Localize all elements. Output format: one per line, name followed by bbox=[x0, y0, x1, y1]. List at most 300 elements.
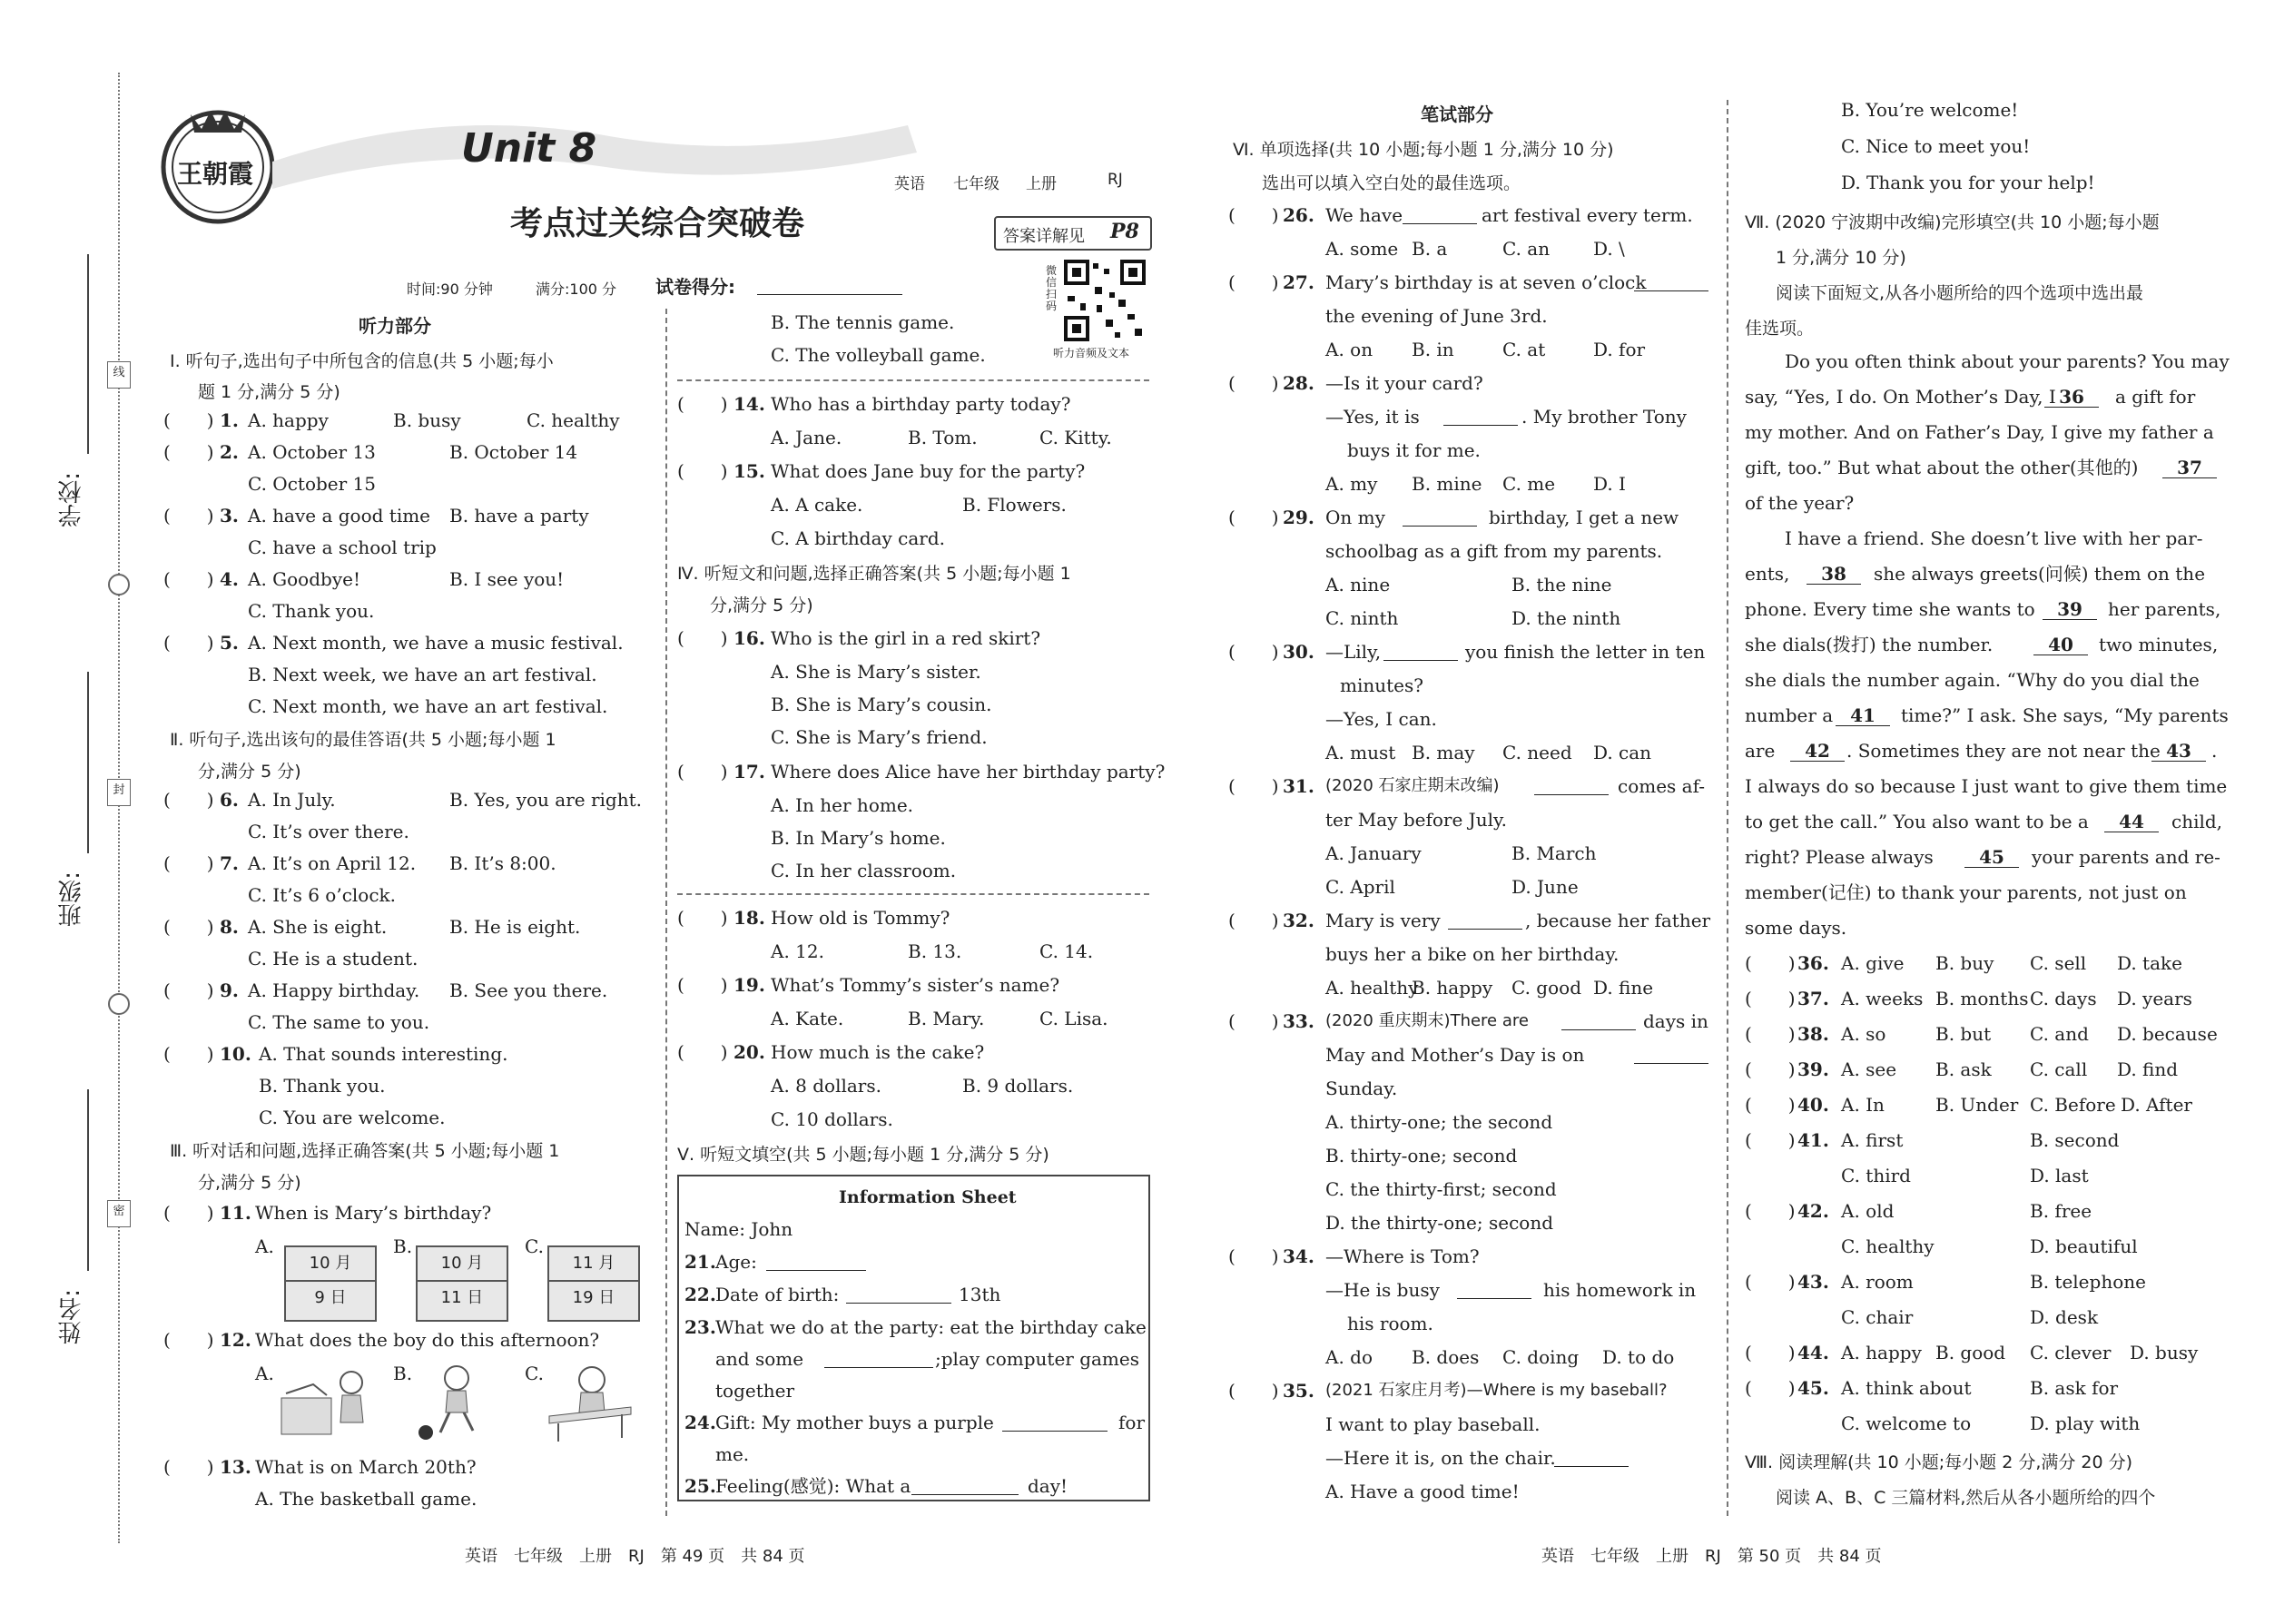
option-b[interactable]: B. happy bbox=[1412, 977, 1493, 999]
option-a[interactable]: A. In July. bbox=[248, 789, 336, 811]
option-b[interactable]: B. 9 dollars. bbox=[962, 1075, 1074, 1097]
passage-line: a gift for bbox=[2115, 386, 2196, 408]
answer-paren[interactable]: ( ) bbox=[1228, 1380, 1279, 1402]
option-b[interactable]: B. I see you! bbox=[449, 568, 565, 590]
question-text: On my bbox=[1325, 507, 1385, 528]
option-a[interactable]: A. Have a good time! bbox=[1325, 1481, 1520, 1502]
info-label: What we do at the party: eat the birthday cake bbox=[715, 1316, 1147, 1338]
option-b[interactable]: B. second bbox=[2030, 1129, 2120, 1151]
option-a[interactable]: A. Happy birthday. bbox=[248, 979, 420, 1001]
answer-blank[interactable] bbox=[1634, 290, 1708, 291]
answer-paren[interactable]: ( ) bbox=[677, 1041, 728, 1063]
question-number: 3. bbox=[220, 505, 239, 527]
option-c[interactable]: C. It’s over there. bbox=[248, 821, 409, 842]
option-a[interactable]: A. thirty-one; the second bbox=[1325, 1111, 1553, 1133]
option-c[interactable]: C. Kitty. bbox=[1039, 427, 1112, 448]
option-d[interactable]: D. for bbox=[1593, 339, 1646, 360]
answer-paren[interactable]: ( ) bbox=[1228, 1010, 1279, 1032]
option-c[interactable]: C. Thank you. bbox=[248, 600, 375, 622]
answer-blank[interactable] bbox=[1403, 223, 1477, 224]
option-c[interactable]: C. Next month, we have an art festival. bbox=[248, 695, 608, 717]
option-a[interactable]: A. 12. bbox=[771, 940, 824, 962]
passage-line: some days. bbox=[1745, 917, 1847, 939]
answer-ref-box bbox=[994, 216, 1152, 251]
option-a[interactable]: A. see bbox=[1841, 1058, 1897, 1080]
question-number: 10. bbox=[220, 1043, 251, 1065]
question-text: What does Jane buy for the party? bbox=[771, 460, 1086, 482]
option-c[interactable]: C. In her classroom. bbox=[771, 860, 957, 881]
question-text: May and Mother’s Day is on bbox=[1325, 1044, 1585, 1066]
answer-blank[interactable] bbox=[1403, 526, 1477, 527]
answer-blank[interactable] bbox=[1383, 660, 1458, 661]
option-d[interactable]: D. the ninth bbox=[1511, 607, 1621, 629]
option-a[interactable]: A. Kate. bbox=[771, 1008, 844, 1029]
blank-36[interactable]: 36 bbox=[2044, 387, 2099, 408]
option-b[interactable]: B. ask for bbox=[2030, 1377, 2119, 1399]
header-ribbon bbox=[272, 98, 926, 198]
question-number: 5. bbox=[220, 632, 239, 654]
footer-right: 英语 七年级 上册 RJ 第 50 页 共 84 页 bbox=[1541, 1547, 1882, 1566]
option-c[interactable]: C. an bbox=[1502, 238, 1551, 260]
option-d[interactable]: D. take bbox=[2117, 952, 2182, 974]
option-d[interactable]: D. find bbox=[2117, 1058, 2179, 1080]
question-number: 30. bbox=[1283, 641, 1314, 663]
option-c[interactable]: C. Lisa. bbox=[1039, 1008, 1108, 1029]
score-field[interactable] bbox=[757, 294, 902, 295]
option-a[interactable]: A. bbox=[255, 1363, 274, 1384]
option-a[interactable]: A. A cake. bbox=[771, 494, 863, 516]
option-d[interactable]: D. \ bbox=[1593, 238, 1625, 260]
answer-paren[interactable]: ( ) bbox=[163, 568, 214, 590]
option-b[interactable]: B. free bbox=[2030, 1200, 2092, 1222]
info-label: day! bbox=[1028, 1475, 1068, 1497]
option-b[interactable]: B. In Mary’s home. bbox=[771, 827, 946, 849]
passage-line: she dials(拨打) the number. bbox=[1745, 634, 1994, 655]
option-a[interactable]: A. October 13 bbox=[248, 441, 376, 463]
passage-line: time?” I ask. She says, “My parents bbox=[1901, 704, 2229, 726]
question-number: 8. bbox=[220, 916, 239, 938]
question-number: 1. bbox=[220, 409, 239, 431]
option-b[interactable]: B. a bbox=[1412, 238, 1448, 260]
option-b[interactable]: B. good bbox=[1935, 1342, 2006, 1363]
score-info: 满分:100 分 bbox=[536, 281, 617, 298]
question-number: 22. bbox=[684, 1284, 716, 1305]
answer-blank[interactable] bbox=[1534, 794, 1609, 795]
option-b[interactable]: B. Flowers. bbox=[962, 494, 1067, 516]
option-a[interactable]: A. happy bbox=[1841, 1342, 1922, 1363]
option-a[interactable]: A. first bbox=[1841, 1129, 1904, 1151]
option-a[interactable]: A. happy bbox=[248, 409, 329, 431]
option-d[interactable]: D. the thirty-one; second bbox=[1325, 1212, 1553, 1234]
answer-paren[interactable]: ( ) bbox=[677, 460, 728, 482]
option-c[interactable]: C. It’s 6 o’clock. bbox=[248, 884, 397, 906]
answer-blank[interactable] bbox=[766, 1270, 866, 1271]
answer-paren[interactable]: ( ) bbox=[163, 1329, 214, 1351]
passage-period: . bbox=[2211, 740, 2218, 762]
answer-paren[interactable]: ( ) bbox=[1228, 910, 1279, 931]
answer-paren[interactable]: ( ) bbox=[677, 974, 728, 996]
footer-left: 英语 七年级 上册 RJ 第 49 页 共 84 页 bbox=[465, 1547, 805, 1566]
binding-hole-icon bbox=[108, 574, 130, 595]
option-a[interactable]: A. The basketball game. bbox=[255, 1488, 478, 1510]
answer-paren[interactable]: ( ) bbox=[1745, 1129, 1796, 1151]
option-b[interactable]: B. See you there. bbox=[449, 979, 608, 1001]
section-divider bbox=[677, 893, 1149, 895]
answer-paren[interactable]: ( ) bbox=[1745, 1094, 1796, 1116]
option-b[interactable]: B. You’re welcome! bbox=[1841, 99, 2019, 121]
blank-37[interactable]: 37 bbox=[2162, 458, 2217, 478]
option-c[interactable]: C. call bbox=[2030, 1058, 2088, 1080]
section-2-title: Ⅱ. 听句子,选出该句的最佳答语(共 5 小题;每小题 1 bbox=[170, 730, 556, 750]
question-text: We have bbox=[1325, 204, 1403, 226]
calendar-icon bbox=[416, 1245, 508, 1322]
section-3-title-cont: 分,满分 5 分) bbox=[198, 1173, 301, 1193]
option-c[interactable]: C. and bbox=[2030, 1023, 2089, 1045]
passage-line: number a bbox=[1745, 704, 1834, 726]
option-c[interactable]: C. 14. bbox=[1039, 940, 1094, 962]
option-c[interactable]: C. me bbox=[1502, 473, 1556, 495]
question-number: 29. bbox=[1283, 507, 1314, 528]
option-a[interactable]: A. In bbox=[1841, 1094, 1885, 1116]
answer-paren[interactable]: ( ) bbox=[163, 505, 214, 527]
option-b[interactable]: B. but bbox=[1935, 1023, 1992, 1045]
option-c[interactable]: C. You are welcome. bbox=[259, 1107, 446, 1128]
option-c[interactable]: C. healthy bbox=[1841, 1235, 1935, 1257]
question-number: 25. bbox=[684, 1475, 716, 1497]
option-d[interactable]: D. to do bbox=[1602, 1346, 1675, 1368]
answer-paren[interactable]: ( ) bbox=[163, 1456, 214, 1478]
option-a[interactable]: A. on bbox=[1325, 339, 1373, 360]
option-a[interactable]: A. nine bbox=[1325, 574, 1391, 595]
option-a[interactable]: A. some bbox=[1325, 238, 1399, 260]
option-b[interactable]: B. bbox=[393, 1363, 413, 1384]
question-number: 28. bbox=[1283, 372, 1314, 394]
option-c[interactable]: C. He is a student. bbox=[248, 948, 418, 969]
question-number: 16. bbox=[733, 627, 765, 649]
option-a[interactable]: A. Goodbye! bbox=[248, 568, 360, 590]
option-b[interactable]: B. does bbox=[1412, 1346, 1480, 1368]
question-text: Who is the girl in a red skirt? bbox=[771, 627, 1041, 649]
blank-38[interactable]: 38 bbox=[1807, 564, 1861, 585]
option-d[interactable]: D. busy bbox=[2130, 1342, 2199, 1363]
answer-blank[interactable] bbox=[911, 1494, 1019, 1495]
question-text: you finish the letter in ten bbox=[1465, 641, 1706, 663]
question-text: Sunday. bbox=[1325, 1078, 1398, 1099]
binding-dotted-line bbox=[118, 73, 120, 1543]
question-text: —He is busy bbox=[1325, 1279, 1440, 1301]
boy-playing-football-icon bbox=[413, 1362, 495, 1443]
passage-line: her parents, bbox=[2108, 598, 2221, 620]
option-c[interactable]: C. good bbox=[1511, 977, 1581, 999]
question-text: What’s Tommy’s sister’s name? bbox=[771, 974, 1060, 996]
option-a[interactable]: A. Next month, we have a music festival. bbox=[248, 632, 624, 654]
answer-paren[interactable]: ( ) bbox=[1745, 1058, 1796, 1080]
blank-40[interactable]: 40 bbox=[2033, 635, 2088, 655]
info-label: Gift: My mother buys a purple bbox=[715, 1412, 994, 1433]
answer-paren[interactable]: ( ) bbox=[1745, 1200, 1796, 1222]
answer-blank[interactable] bbox=[1561, 1029, 1636, 1030]
option-d[interactable]: D. because bbox=[2117, 1023, 2218, 1045]
school-field-line[interactable] bbox=[87, 254, 89, 454]
option-a[interactable]: A. bbox=[255, 1235, 274, 1257]
option-d[interactable]: D. years bbox=[2117, 988, 2192, 1009]
option-c[interactable]: C. The volleyball game. bbox=[771, 344, 986, 366]
blank-41[interactable]: 41 bbox=[1836, 705, 1890, 726]
question-text: How old is Tommy? bbox=[771, 907, 950, 929]
answer-blank[interactable] bbox=[1554, 1466, 1629, 1467]
blank-39[interactable]: 39 bbox=[2043, 599, 2097, 620]
answer-paren[interactable]: ( ) bbox=[1745, 1342, 1796, 1363]
blank-44[interactable]: 44 bbox=[2104, 812, 2159, 832]
option-b[interactable]: B. the nine bbox=[1511, 574, 1612, 595]
option-d[interactable]: D. desk bbox=[2030, 1306, 2099, 1328]
option-b[interactable]: B. Next week, we have an art festival. bbox=[248, 664, 597, 685]
section-7-title: Ⅶ. (2020 宁波期中改编)完形填空(共 10 小题;每小题 bbox=[1745, 212, 2160, 232]
option-c[interactable]: C. sell bbox=[2030, 952, 2087, 974]
option-c[interactable]: C. chair bbox=[1841, 1306, 1914, 1328]
answer-paren[interactable]: ( ) bbox=[163, 852, 214, 874]
answer-paren[interactable]: ( ) bbox=[1228, 775, 1279, 797]
passage-line: of the year? bbox=[1745, 492, 1855, 514]
answer-blank[interactable] bbox=[1448, 929, 1522, 930]
seal-mark-xian: 线 bbox=[107, 361, 131, 389]
answer-paren[interactable]: ( ) bbox=[163, 789, 214, 811]
option-b[interactable]: B. Tom. bbox=[908, 427, 978, 448]
option-a[interactable]: A. In her home. bbox=[771, 794, 914, 816]
option-c[interactable]: C. bbox=[525, 1235, 544, 1257]
option-c[interactable]: C. clever bbox=[2030, 1342, 2112, 1363]
section-1-title: Ⅰ. 听句子,选出句子中所包含的信息(共 5 小题;每小 bbox=[170, 351, 554, 371]
option-c[interactable]: C. third bbox=[1841, 1165, 1911, 1186]
answer-paren[interactable]: ( ) bbox=[163, 916, 214, 938]
section-3-title: Ⅲ. 听对话和问题,选择正确答案(共 5 小题;每小题 1 bbox=[170, 1141, 560, 1161]
tag-subject: 英语 bbox=[894, 175, 925, 193]
option-a[interactable]: A. must bbox=[1325, 742, 1396, 763]
option-b[interactable]: B. The tennis game. bbox=[771, 311, 955, 333]
option-c[interactable]: C. The same to you. bbox=[248, 1011, 430, 1033]
qr-caption: 听力音频及文本 bbox=[1053, 347, 1130, 359]
answer-paren[interactable]: ( ) bbox=[1228, 372, 1279, 394]
blank-43[interactable]: 43 bbox=[2151, 741, 2206, 762]
answer-blank[interactable] bbox=[1457, 1298, 1531, 1299]
answer-blank[interactable] bbox=[1634, 1063, 1708, 1064]
answer-page: P8 bbox=[1110, 220, 1139, 243]
option-d[interactable]: D. fine bbox=[1593, 977, 1654, 999]
option-a[interactable]: A. Jane. bbox=[771, 427, 842, 448]
option-b[interactable]: B. Under bbox=[1935, 1094, 2019, 1116]
question-text: —Yes, it is bbox=[1325, 406, 1420, 428]
option-c[interactable]: C. the thirty-first; second bbox=[1325, 1178, 1557, 1200]
answer-paren[interactable]: ( ) bbox=[1745, 1023, 1796, 1045]
answer-paren[interactable]: ( ) bbox=[1745, 1271, 1796, 1293]
option-a[interactable]: A. have a good time bbox=[248, 505, 431, 527]
option-b[interactable]: B. may bbox=[1412, 742, 1475, 763]
answer-paren[interactable]: ( ) bbox=[1228, 271, 1279, 293]
option-b[interactable]: B. months bbox=[1935, 988, 2029, 1009]
option-b[interactable]: B. bbox=[393, 1235, 413, 1257]
option-d[interactable]: D. Thank you for your help! bbox=[1841, 172, 2095, 193]
option-c[interactable]: C. Before bbox=[2030, 1094, 2116, 1116]
option-c[interactable]: C. October 15 bbox=[248, 473, 376, 495]
option-c[interactable]: C. April bbox=[1325, 876, 1395, 898]
calendar-day: 11 日 bbox=[440, 1288, 484, 1307]
option-c[interactable]: C. at bbox=[1502, 339, 1546, 360]
option-c[interactable]: C. have a school trip bbox=[248, 536, 437, 558]
option-d[interactable]: D. beautiful bbox=[2030, 1235, 2138, 1257]
passage-line: right? Please always bbox=[1745, 846, 1934, 868]
question-text: —Here it is, on the chair. bbox=[1325, 1447, 1556, 1469]
option-b[interactable]: B. It’s 8:00. bbox=[449, 852, 556, 874]
question-number: 31. bbox=[1283, 775, 1314, 797]
answer-paren[interactable]: ( ) bbox=[163, 409, 214, 431]
answer-paren[interactable]: ( ) bbox=[163, 632, 214, 654]
time-info: 时间:90 分钟 bbox=[407, 281, 493, 298]
passage-line: are bbox=[1745, 740, 1776, 762]
question-text: Mary’s birthday is at seven o’clock bbox=[1325, 271, 1647, 293]
section-divider bbox=[677, 379, 1149, 381]
option-a[interactable]: A. healthy bbox=[1325, 977, 1419, 999]
column-divider bbox=[1727, 100, 1728, 1516]
option-b[interactable]: B. She is Mary’s cousin. bbox=[771, 694, 992, 715]
answer-blank[interactable] bbox=[1002, 1431, 1108, 1432]
option-b[interactable]: B. in bbox=[1412, 339, 1454, 360]
question-text: What does the boy do this afternoon? bbox=[255, 1329, 600, 1351]
option-c[interactable]: C. days bbox=[2030, 988, 2097, 1009]
option-c[interactable]: C. Nice to meet you! bbox=[1841, 135, 2031, 157]
answer-blank[interactable] bbox=[824, 1367, 933, 1368]
option-d[interactable]: D. I bbox=[1593, 473, 1626, 495]
information-sheet bbox=[677, 1175, 1150, 1501]
passage-line: she always greets(问候) them on the bbox=[1874, 563, 2206, 585]
question-text: What is on March 20th? bbox=[255, 1456, 477, 1478]
listening-heading: 听力部分 bbox=[359, 315, 431, 337]
option-c[interactable]: C. doing bbox=[1502, 1346, 1580, 1368]
question-number: 21. bbox=[684, 1251, 716, 1273]
option-a[interactable]: A. old bbox=[1841, 1200, 1895, 1222]
answer-blank[interactable] bbox=[846, 1303, 951, 1304]
option-c[interactable]: C. 10 dollars. bbox=[771, 1108, 893, 1130]
option-a[interactable]: A. January bbox=[1325, 842, 1422, 864]
option-a[interactable]: A. It’s on April 12. bbox=[248, 852, 417, 874]
option-c[interactable]: C. healthy bbox=[527, 409, 620, 431]
question-text: minutes? bbox=[1340, 674, 1423, 696]
answer-paren[interactable]: ( ) bbox=[163, 1202, 214, 1224]
option-c[interactable]: C. bbox=[525, 1363, 544, 1384]
option-a[interactable]: A. give bbox=[1841, 952, 1905, 974]
answer-paren[interactable]: ( ) bbox=[1745, 1377, 1796, 1399]
option-a[interactable]: A. do bbox=[1325, 1346, 1373, 1368]
answer-paren[interactable]: ( ) bbox=[1228, 641, 1279, 663]
info-label: together bbox=[715, 1380, 795, 1402]
option-d[interactable]: D. June bbox=[1511, 876, 1579, 898]
option-b[interactable]: B. buy bbox=[1935, 952, 1994, 974]
option-b[interactable]: B. Yes, you are right. bbox=[449, 789, 642, 811]
option-b[interactable]: B. thirty-one; second bbox=[1325, 1145, 1518, 1166]
class-field-line[interactable] bbox=[87, 672, 89, 853]
name-field-line[interactable] bbox=[87, 1089, 89, 1271]
option-d[interactable]: D. play with bbox=[2030, 1412, 2141, 1434]
option-a[interactable]: A. 8 dollars. bbox=[771, 1075, 881, 1097]
question-text: his homework in bbox=[1543, 1279, 1697, 1301]
answer-paren[interactable]: ( ) bbox=[1228, 507, 1279, 528]
question-text: —Lily, bbox=[1325, 641, 1382, 663]
section-7-instruction-cont: 佳选项。 bbox=[1745, 319, 1815, 339]
answer-paren[interactable]: ( ) bbox=[1745, 952, 1796, 974]
blank-45[interactable]: 45 bbox=[1964, 847, 2019, 868]
question-text: days in bbox=[1643, 1010, 1708, 1032]
writing-heading: 笔试部分 bbox=[1421, 103, 1493, 125]
question-text: his room. bbox=[1347, 1313, 1433, 1334]
answer-blank[interactable] bbox=[1443, 425, 1518, 426]
answer-paren[interactable]: ( ) bbox=[677, 627, 728, 649]
question-number: 38. bbox=[1797, 1023, 1829, 1045]
answer-paren[interactable]: ( ) bbox=[1228, 1245, 1279, 1267]
option-d[interactable]: D. can bbox=[1593, 742, 1652, 763]
option-a[interactable]: A. think about bbox=[1841, 1377, 1972, 1399]
option-b[interactable]: B. busy bbox=[393, 409, 461, 431]
option-a[interactable]: A. That sounds interesting. bbox=[259, 1043, 508, 1065]
option-b[interactable]: B. March bbox=[1511, 842, 1597, 864]
option-b[interactable]: B. telephone bbox=[2030, 1271, 2146, 1293]
calendar-day: 9 日 bbox=[314, 1288, 347, 1307]
option-d[interactable]: D. After bbox=[2121, 1094, 2192, 1116]
answer-paren[interactable]: ( ) bbox=[1228, 204, 1279, 226]
option-a[interactable]: A. She is Mary’s sister. bbox=[771, 661, 981, 683]
answer-paren[interactable]: ( ) bbox=[163, 979, 214, 1001]
qr-code-icon[interactable] bbox=[1064, 260, 1146, 341]
option-b[interactable]: B. Mary. bbox=[908, 1008, 985, 1029]
option-a[interactable]: A. so bbox=[1841, 1023, 1886, 1045]
option-c[interactable]: C. ninth bbox=[1325, 607, 1399, 629]
answer-paren[interactable]: ( ) bbox=[163, 1043, 214, 1065]
option-a[interactable]: A. She is eight. bbox=[248, 916, 388, 938]
question-number: 9. bbox=[220, 979, 239, 1001]
info-label: Age: bbox=[715, 1251, 757, 1273]
question-number: 44. bbox=[1797, 1342, 1829, 1363]
option-b[interactable]: B. ask bbox=[1935, 1058, 1992, 1080]
tag-grade: 七年级 bbox=[953, 175, 999, 193]
question-text: (2021 石家庄月考)—Where is my baseball? bbox=[1325, 1381, 1668, 1400]
option-c[interactable]: C. welcome to bbox=[1841, 1412, 1972, 1434]
option-d[interactable]: D. last bbox=[2030, 1165, 2089, 1186]
answer-paren[interactable]: ( ) bbox=[677, 761, 728, 782]
answer-paren[interactable]: ( ) bbox=[677, 907, 728, 929]
info-label: Feeling(感觉): What a bbox=[715, 1475, 911, 1497]
passage-line: to get the call.” You also want to be a bbox=[1745, 811, 2089, 832]
blank-42[interactable]: 42 bbox=[1790, 741, 1845, 762]
option-b[interactable]: B. Thank you. bbox=[259, 1075, 386, 1097]
option-b[interactable]: B. mine bbox=[1412, 473, 1482, 495]
option-c[interactable]: C. need bbox=[1502, 742, 1572, 763]
option-b[interactable]: B. October 14 bbox=[449, 441, 578, 463]
boy-cleaning-room-icon bbox=[277, 1366, 377, 1439]
question-number: 40. bbox=[1797, 1094, 1829, 1116]
option-c[interactable]: C. She is Mary’s friend. bbox=[771, 726, 988, 748]
answer-paren[interactable]: ( ) bbox=[677, 393, 728, 415]
option-a[interactable]: A. room bbox=[1841, 1271, 1914, 1293]
option-b[interactable]: B. 13. bbox=[908, 940, 962, 962]
option-b[interactable]: B. He is eight. bbox=[449, 916, 581, 938]
info-label: ;play computer games bbox=[935, 1348, 1139, 1370]
answer-paren[interactable]: ( ) bbox=[163, 441, 214, 463]
answer-paren[interactable]: ( ) bbox=[1745, 988, 1796, 1009]
passage-line: my mother. And on Father’s Day, I give my father a bbox=[1745, 421, 2214, 443]
option-a[interactable]: A. weeks bbox=[1841, 988, 1924, 1009]
option-c[interactable]: C. A birthday card. bbox=[771, 527, 946, 549]
question-number: 15. bbox=[733, 460, 765, 482]
option-a[interactable]: A. my bbox=[1325, 473, 1378, 495]
option-b[interactable]: B. have a party bbox=[449, 505, 589, 527]
